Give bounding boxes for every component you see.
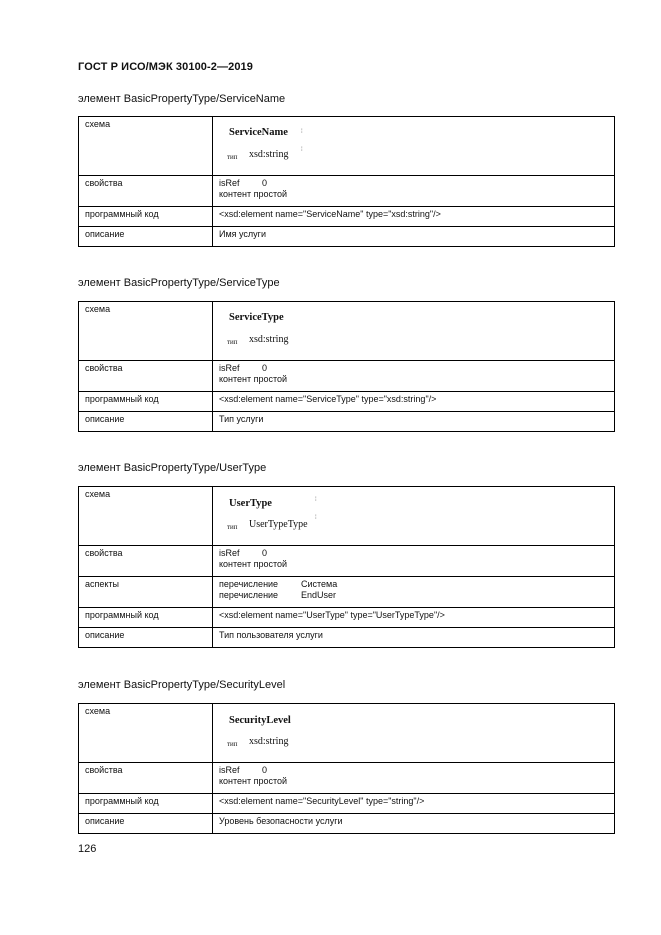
description-label: описание (79, 227, 213, 247)
schema-label: схема (79, 117, 213, 176)
document-header: ГОСТ Р ИСО/МЭК 30100-2—2019 (78, 61, 253, 73)
schema-element-name: UserType (229, 498, 272, 509)
section-title-servicename: элемент BasicPropertyType/ServiceName (78, 93, 286, 105)
facets-label: аспекты (79, 577, 213, 608)
properties-label: свойства (79, 546, 213, 577)
code-value: <xsd:element name="ServiceName" type="xsd:string"/> (213, 207, 615, 227)
properties-value (213, 546, 615, 577)
facet-value: Система (301, 579, 338, 589)
properties-value (213, 361, 615, 392)
properties-label: свойства (79, 763, 213, 794)
isref-value: 0 (262, 548, 268, 558)
schema-type-value: UserTypeType (249, 519, 308, 530)
section-title-securitylevel: элемент BasicPropertyType/SecurityLevel (78, 679, 286, 691)
description-value: Уровень безопасности услуги (213, 814, 615, 834)
schema-diagram (213, 487, 615, 546)
properties-value (213, 176, 615, 207)
spec-table-servicename (78, 116, 615, 247)
code-label: программный код (79, 794, 213, 814)
description-label: описание (79, 412, 213, 432)
content-type: контент простой (219, 776, 288, 786)
schema-element-name: ServiceName (229, 127, 288, 138)
schema-type-label: тип (227, 153, 238, 161)
description-value: Тип услуги (213, 412, 615, 432)
properties-label: свойства (79, 176, 213, 207)
isref-value: 0 (262, 765, 268, 775)
properties-label: свойства (79, 361, 213, 392)
isref-key: isRef (219, 363, 240, 373)
schema-diagram (213, 704, 615, 763)
schema-type-value: xsd:string (249, 736, 289, 747)
isref-key: isRef (219, 765, 240, 775)
code-value: <xsd:element name="ServiceType" type="xsd:string"/> (213, 392, 615, 412)
schema-type-label: тип (227, 740, 238, 748)
spec-table-usertype (78, 486, 615, 648)
code-value: <xsd:element name="SecurityLevel" type="string"/> (213, 794, 615, 814)
properties-value (213, 763, 615, 794)
schema-element-name: ServiceType (229, 312, 284, 323)
schema-border-marks: ⁞ (315, 497, 318, 503)
schema-type-label: тип (227, 523, 238, 531)
schema-type-label: тип (227, 338, 238, 346)
facet-key: перечисление (219, 590, 279, 600)
code-label: программный код (79, 608, 213, 628)
schema-diagram (213, 302, 615, 361)
schema-label: схема (79, 302, 213, 361)
section-title-servicetype: элемент BasicPropertyType/ServiceType (78, 277, 280, 289)
content-type: контент простой (219, 559, 288, 569)
description-value: Тип пользователя услуги (213, 628, 615, 648)
facets-value (213, 577, 615, 608)
page-number: 126 (78, 843, 97, 855)
description-label: описание (79, 628, 213, 648)
code-label: программный код (79, 207, 213, 227)
content-type: контент простой (219, 374, 288, 384)
schema-type-value: xsd:string (249, 334, 289, 345)
code-label: программный код (79, 392, 213, 412)
schema-border-marks: ⁞ (315, 515, 318, 521)
description-label: описание (79, 814, 213, 834)
isref-value: 0 (262, 178, 268, 188)
facet-value: EndUser (301, 590, 337, 600)
schema-element-name: SecurityLevel (229, 715, 291, 726)
facet-key: перечисление (219, 579, 279, 589)
isref-key: isRef (219, 548, 240, 558)
spec-table-servicetype (78, 301, 615, 432)
schema-label: схема (79, 487, 213, 546)
isref-key: isRef (219, 178, 240, 188)
schema-border-marks: ⁞ (301, 147, 304, 153)
schema-diagram (213, 117, 615, 176)
section-title-usertype: элемент BasicPropertyType/UserType (78, 462, 267, 474)
schema-type-value: xsd:string (249, 149, 289, 160)
description-value: Имя услуги (213, 227, 615, 247)
schema-label: схема (79, 704, 213, 763)
content-type: контент простой (219, 189, 288, 199)
schema-border-marks: ⁞ (301, 129, 304, 135)
code-value: <xsd:element name="UserType" type="UserTypeType"/> (213, 608, 615, 628)
isref-value: 0 (262, 363, 268, 373)
spec-table-securitylevel (78, 703, 615, 834)
